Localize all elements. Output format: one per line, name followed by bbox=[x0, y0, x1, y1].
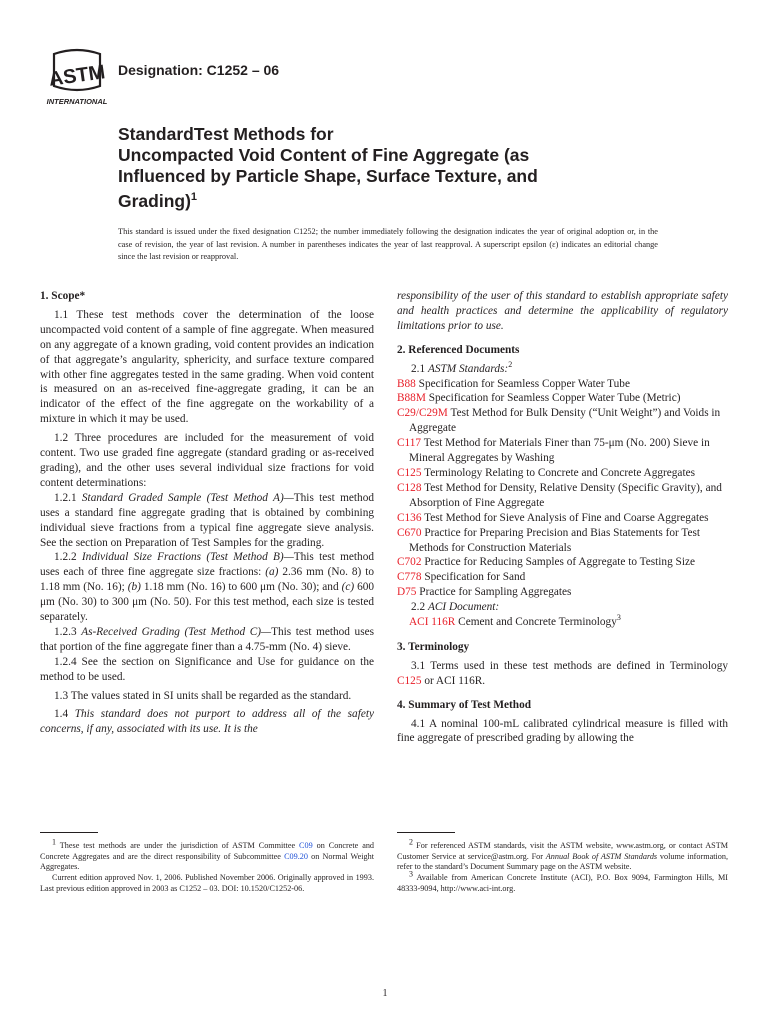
summary-heading: 4. Summary of Test Method bbox=[397, 698, 531, 711]
document-title bbox=[118, 124, 678, 212]
reference-item bbox=[397, 585, 728, 600]
reference-code-link[interactable]: C128 bbox=[397, 481, 422, 494]
reference-item bbox=[397, 481, 728, 511]
reference-title: Test Method for Sieve Analysis of Fine and Coarse Aggregates bbox=[424, 511, 709, 524]
footnote-rule-left bbox=[40, 832, 98, 833]
reference-item bbox=[397, 466, 728, 481]
terminology-heading: 3. Terminology bbox=[397, 640, 470, 653]
footnotes-right bbox=[397, 837, 728, 895]
reference-code-link[interactable]: B88 bbox=[397, 377, 416, 390]
reference-code-link[interactable]: C117 bbox=[397, 437, 422, 450]
astm-standards-label: 2.1 ASTM Standards:$^2$ bbox=[411, 359, 513, 375]
reference-code-link[interactable]: ACI 116R bbox=[409, 616, 456, 629]
referenced-documents-heading: 2. Referenced Documents bbox=[397, 343, 520, 356]
reference-title: Practice for Reducing Samples of Aggregate to Testing Size bbox=[424, 556, 695, 569]
para-1-2-2: 1.2.2 Individual Size Fractions (Test Method B)—This test method uses each of three fine aggregate size fractions: (a) 2.36 mm (No. 8) to 1.18 mm (No. 16); (b) 1.18 mm (No. 16) to 600 μm (No. 30); and (c) 600 μm (No. 30) to 300 μm (No. 50). For this test method, each size is tested separately. bbox=[40, 551, 375, 624]
c09-link[interactable]: C09 bbox=[299, 841, 313, 850]
reference-code-link[interactable]: C670 bbox=[397, 526, 422, 539]
reference-item bbox=[397, 391, 728, 406]
designation: Designation: C1252 – 06 bbox=[118, 62, 280, 78]
left-column bbox=[40, 289, 374, 737]
footnote-rule-right bbox=[397, 832, 455, 833]
para-1-1: 1.1 These test methods cover the determination of the loose uncompacted void content of a sample of fine aggregate. When measured on any aggregate of a known grading, void content provides an indication of that aggregate’s angularity, sphericity, and surface texture compared with other fine aggregates tested in the same grading. When void content is measured on an as-received fine-aggregate grading, it can be an indicator of the effect of the fine aggregate on the workability of a mixture in which it may be used. bbox=[40, 308, 374, 426]
svg-text:ASTM: ASTM bbox=[47, 61, 107, 91]
para-4-1: 4.1 A nominal 100-mL calibrated cylindrical measure is filled with fine aggregate of prescribed grading by allowing the bbox=[397, 717, 728, 745]
footnote-3: 3 Available from American Concrete Institute (ACI), P.O. Box 9094, Farmington Hills, MI 48333-9094, http://www.aci-int.org. bbox=[397, 869, 728, 893]
para-1-2-4: 1.2.4 See the section on Significance and Use for guidance on the method to be used. bbox=[40, 655, 374, 683]
svg-text:INTERNATIONAL: INTERNATIONAL bbox=[46, 97, 108, 106]
para-1-2-3: 1.2.3 As-Received Grading (Test Method C)—This test method uses that portion of the fine aggregate finer than a 4.75-mm (No. 4) sieve. bbox=[40, 625, 375, 653]
reference-item: ACI 116R Cement and Concrete Terminology$^3$ bbox=[409, 613, 621, 629]
para-1-2: 1.2 Three procedures are included for the measurement of void content. Two use graded fine aggregate (standard grading or as-received grading), and the other uses several individual size fractions for void content determinations: bbox=[40, 432, 374, 489]
reference-code-link[interactable]: C778 bbox=[397, 571, 422, 584]
c09-20-link[interactable]: C09.20 bbox=[284, 851, 308, 861]
para-1-3: 1.3 The values stated in SI units shall be regarded as the standard. bbox=[54, 689, 352, 702]
para-1-4-continued: responsibility of the user of this standard to establish appropriate safety and health practices and determine the applicability of regulatory limitations prior to use. bbox=[397, 290, 728, 332]
para-3-1: 3.1 Terms used in these test methods are defined in Terminology C125 or ACI 116R. bbox=[397, 659, 728, 687]
reference-title: Practice for Sampling Aggregates bbox=[419, 586, 572, 599]
footnotes-left bbox=[40, 837, 375, 895]
scope-heading: 1. Scope* bbox=[40, 290, 86, 302]
reference-item bbox=[397, 526, 728, 556]
reference-title: Specification for Seamless Copper Water Tube bbox=[418, 377, 630, 390]
reference-item bbox=[397, 406, 728, 436]
reference-item bbox=[397, 570, 728, 585]
reference-item bbox=[397, 377, 728, 392]
reference-code-link[interactable]: C136 bbox=[397, 511, 422, 524]
reference-code-link[interactable]: D75 bbox=[397, 586, 417, 599]
reference-code-link[interactable]: C29/C29M bbox=[397, 407, 448, 420]
reference-list bbox=[397, 377, 728, 601]
para-1-4: 1.4 This standard does not purport to address all of the safety concerns, if any, associated with its use. It is the bbox=[40, 708, 375, 736]
reference-item bbox=[397, 436, 728, 466]
title-footnote-marker: 1 bbox=[190, 191, 198, 203]
reference-title: Test Method for Materials Finer than 75-μm (No. 200) Sieve in Mineral Aggregates by Washing bbox=[409, 437, 710, 465]
reference-title: Specification for Seamless Copper Water Tube (Metric) bbox=[428, 392, 681, 405]
title-line: Influenced by Particle Shape, Surface Texture, and bbox=[118, 166, 538, 186]
footnote-2: 2 For referenced ASTM standards, visit the ASTM website, www.astm.org, or contact ASTM Customer Service at service@astm.org. For Annual Book of ASTM Standards volume information, refer to the standard’s Document Summary page on the ASTM website. bbox=[397, 837, 728, 872]
issued-note: This standard is issued under the fixed designation C1252; the number immediately following the designation indicates the year of original adoption or, in the case of revision, the year of last revision. A number in parentheses indicates the year of last reapproval. A superscript epsilon (ε) indicates an editorial change since the last revision or reapproval. bbox=[118, 227, 658, 261]
c125-link[interactable]: C125 bbox=[397, 674, 422, 687]
page-number: 1 bbox=[382, 988, 388, 999]
para-1-2-1: 1.2.1 Standard Graded Sample (Test Method A)—This test method uses a standard fine aggregate grading that is obtained by combining individual sieve fractions from a typical fine aggregate sieve analysis. See the section on Preparation of Test Samples for the grading. bbox=[40, 491, 375, 549]
right-column bbox=[397, 289, 728, 746]
reference-title: Test Method for Bulk Density (“Unit Weight”) and Voids in Aggregate bbox=[409, 407, 721, 435]
title-line: StandardTest Methods for bbox=[118, 124, 334, 144]
reference-item bbox=[397, 511, 728, 526]
title-line: Uncompacted Void Content of Fine Aggregate (as bbox=[118, 145, 530, 165]
footnote-1-edition: Current edition approved Nov. 1, 2006. Published November 2006. Originally approved in 1993. Last previous edition approved in 2003 as C1252 – 03. DOI: 10.1520/C1252-06. bbox=[40, 873, 374, 893]
reference-code-link[interactable]: C702 bbox=[397, 556, 422, 569]
astm-logo bbox=[42, 48, 112, 108]
footnote-1: 1 These test methods are under the jurisdiction of ASTM Committee C09 on Concrete and Concrete Aggregates and are the direct responsibility of Subcommittee C09.20 on Normal Weight Aggregates. bbox=[40, 837, 375, 872]
reference-item bbox=[397, 555, 728, 570]
reference-title: Terminology Relating to Concrete and Concrete Aggregates bbox=[424, 466, 695, 479]
aci-document-label: 2.2 ACI Document: bbox=[411, 601, 500, 614]
reference-title: Practice for Preparing Precision and Bias Statements for Test Methods for Construction Materials bbox=[409, 526, 701, 554]
reference-title: Specification for Sand bbox=[424, 571, 526, 584]
reference-code-link[interactable]: C125 bbox=[397, 466, 422, 479]
reference-code-link[interactable]: B88M bbox=[397, 392, 426, 405]
reference-title: Test Method for Density, Relative Density (Specific Gravity), and Absorption of Fine Aggregate bbox=[409, 481, 722, 509]
title-line: Grading)$^1$ bbox=[118, 190, 198, 211]
